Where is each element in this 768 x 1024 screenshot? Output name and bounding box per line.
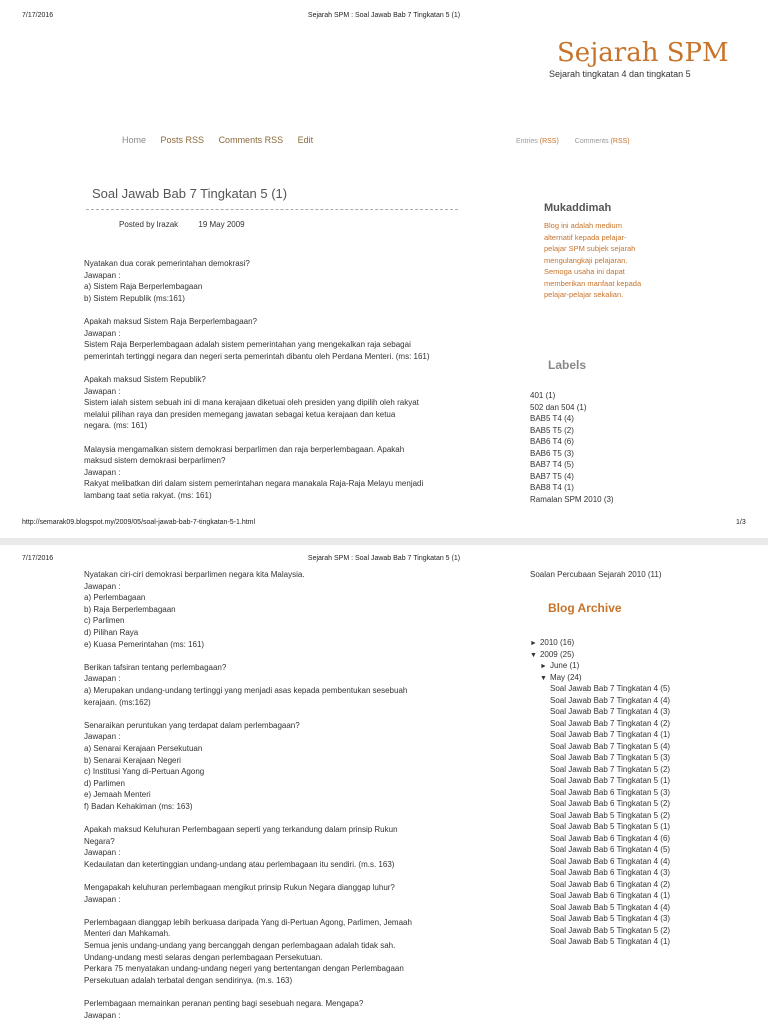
print-title-2: Sejarah SPM : Soal Jawab Bab 7 Tingkatan 5 (1) [307,555,461,562]
post-line: Jawapan : [84,328,121,338]
post-line: Semua jenis undang-undang yang bercanggah dengan perlembagaan adalah tidak sah. [84,941,396,950]
site-subtitle: Sejarah tingkatan 4 dan tingkatan 5 [549,69,691,79]
archive-post-link-label[interactable]: Soal Jawab Bab 7 Tingkatan 5 (1) [550,776,671,785]
post-line [84,432,430,444]
archive-post-link-label[interactable]: Soal Jawab Bab 6 Tingkatan 4 (5) [550,845,671,854]
archive-post-link-label[interactable]: Soal Jawab Bab 7 Tingkatan 4 (4) [550,695,671,705]
archive-post-link-label[interactable]: Soal Jawab Bab 7 Tingkatan 4 (1) [550,730,671,739]
archive-post-link[interactable] [530,903,670,915]
post-line [84,304,430,316]
archive-post-link[interactable] [530,765,670,777]
post-line: Negara? [84,836,115,846]
archive-post-link[interactable] [530,684,670,696]
post-line: Perkara 75 menyatakan undang-undang negeri yang bertentangan dengan Perlembagaan [84,964,404,974]
archive-post-link-label[interactable]: Soal Jawab Bab 7 Tingkatan 5 (2) [550,764,671,774]
post-line: kerajaan. (ms:162) [84,697,151,707]
archive-post-link-label[interactable]: Soal Jawab Bab 5 Tingkatan 4 (1) [550,937,671,946]
post-line: a) Merupakan undang-undang tertinggi yang menjadi asas kepada pembentukan sesebuah [84,685,408,695]
mukaddimah-line: alternatif kepada pelajar- [544,232,627,242]
archive-post-link[interactable] [530,788,670,800]
archive-post-link[interactable] [530,707,670,719]
post-line: a) Perlembagaan [84,593,146,603]
nav-home[interactable]: Home [122,135,147,145]
top-nav [122,135,313,145]
posted-by: Posted by lrazak [119,220,179,229]
post-line [84,362,430,374]
archive-post-link-label[interactable]: Soal Jawab Bab 7 Tingkatan 5 (4) [550,741,671,751]
archive-post-link[interactable] [530,811,670,823]
post-line: Jawapan : [84,848,121,858]
post-line: Malaysia mengamalkan sistem demokrasi berparlimen dan raja berperlembagaan. Apakah [84,444,405,454]
post-line: Jawapan : [84,386,121,396]
post-line: b) Sistem Republik (ms:161) [84,293,185,303]
post-line: lambang taat setia rakyat. (ms: 161) [84,490,212,500]
post-line: Apakah maksud Keluhuran Perlembagaan seperti yang terkandung dalam prinsip Rukun [84,825,398,835]
archive-post-link-label[interactable]: Soal Jawab Bab 6 Tingkatan 4 (3) [550,868,671,877]
post-line [84,870,412,882]
title-divider [86,209,458,210]
post-line [84,812,412,824]
entries-label: Entries [516,138,538,145]
post-line: Berikan tafsiran tentang perlembagaan? [84,662,227,672]
archive-post-link[interactable] [530,845,670,857]
archive-post-link[interactable] [530,696,670,708]
post-line: e) Kuasa Pemerintahan (ms: 161) [84,639,205,649]
archive-post-link[interactable] [530,822,670,834]
label-item[interactable]: BAB8 T4 (1) [530,483,574,492]
archive-post-link-label[interactable]: Soal Jawab Bab 6 Tingkatan 5 (2) [550,799,671,808]
post-line [84,905,412,917]
mukaddimah-line: Semoga usaha ini dapat [544,267,625,276]
archive-post-link[interactable] [530,776,670,788]
post-body-page1 [84,258,430,501]
label-item[interactable]: BAB6 T4 (6) [530,437,574,446]
archive-post-link[interactable] [530,730,670,742]
collapsed-arrow-icon[interactable]: ► [540,663,547,670]
print-url: http://semarak09.blogspot.my/2009/05/soal-jawab-bab-7-tingkatan-5-1.html [22,519,256,526]
post-line: d) Pilihan Raya [84,627,139,637]
mukaddimah-text [544,220,641,301]
post-line: negara. (ms: 161) [84,421,148,431]
post-line: Perlembagaan dianggap lebih berkuasa daripada Yang di-Pertuan Agong, Parlimen, Jemaah [84,917,412,927]
post-line: Persekutuan adalah terbatal dengan sendirinya. (m.s. 163) [84,975,293,985]
post-line: Perlembagaan memainkan peranan penting bagi sesebuah negara. Mengapa? [84,998,364,1008]
expanded-arrow-icon[interactable]: ▼ [540,674,547,682]
archive-month-label[interactable]: May (24) [549,672,582,682]
post-line: f) Badan Kehakiman (ms: 163) [84,801,193,811]
archive-post-link-label[interactable]: Soal Jawab Bab 5 Tingkatan 5 (2) [550,925,671,935]
post-title[interactable]: Soal Jawab Bab 7 Tingkatan 5 (1) [92,186,288,201]
post-line: Jawapan : [84,674,121,684]
archive-post-link-label[interactable]: Soal Jawab Bab 6 Tingkatan 5 (3) [550,787,671,797]
collapsed-arrow-icon[interactable]: ► [530,640,537,647]
post-body-page2 [84,569,412,1021]
label-item[interactable]: BAB7 T5 (4) [530,471,574,481]
site-title[interactable]: Sejarah SPM [557,38,729,68]
archive-post-link-label[interactable]: Soal Jawab Bab 6 Tingkatan 4 (2) [550,879,671,889]
archive-post-link-label[interactable]: Soal Jawab Bab 6 Tingkatan 4 (1) [550,891,671,900]
print-page-number: 1/3 [736,519,746,526]
archive-title: Blog Archive [548,601,622,615]
post-line [84,708,412,720]
mukaddimah-line: mengulangkaji pelajaran. [544,255,628,265]
post-line: Jawapan : [84,581,121,591]
archive-post-link-label[interactable]: Soal Jawab Bab 7 Tingkatan 4 (3) [550,707,671,716]
print-title: Sejarah SPM : Soal Jawab Bab 7 Tingkatan 5 (1) [307,12,461,19]
archive-post-link-label[interactable]: Soal Jawab Bab 7 Tingkatan 5 (3) [550,753,671,762]
post-line: e) Jemaah Menteri [84,790,151,800]
post-line: pemerintah tertinggi negara dan negeri serta pemerintah dibantu oleh Perdana Menteri. (ms: 161) [84,351,430,361]
labels-list [530,391,614,506]
label-item[interactable]: BAB5 T4 (4) [530,414,574,423]
archive-post-link[interactable] [530,753,670,765]
post-line: Undang-undang mesti selaras dengan perlembagaan Persekutuan. [84,952,323,962]
archive-year[interactable] [530,638,670,650]
post-line: d) Parlimen [84,778,125,788]
comments-rss-link[interactable]: (RSS) [610,138,630,145]
archive-post-link[interactable] [530,719,670,731]
post-line: b) Senarai Kerajaan Negeri [84,755,181,765]
post-line: Apakah maksud Sistem Raja Berperlembagaan? [84,316,257,326]
post-line: Nyatakan dua corak pemerintahan demokrasi? [84,259,250,268]
archive-post-link-label[interactable]: Soal Jawab Bab 6 Tingkatan 4 (4) [550,856,671,866]
post-line: c) Parlimen [84,616,125,626]
post-line: Apakah maksud Sistem Republik? [84,374,206,384]
post-line: a) Sistem Raja Berperlembagaan [84,282,203,292]
print-date: 7/17/2016 [22,12,54,19]
archive-post-link[interactable] [530,799,670,811]
mukaddimah-title: Mukaddimah [544,202,612,214]
archive-post-link-label[interactable]: Soal Jawab Bab 7 Tingkatan 4 (2) [550,718,671,728]
archive-post-link-label[interactable]: Soal Jawab Bab 5 Tingkatan 4 (4) [550,902,671,912]
label-item-last[interactable]: Soalan Percubaan Sejarah 2010 (11) [530,570,662,579]
archive-post-link-label[interactable]: Soal Jawab Bab 5 Tingkatan 4 (3) [550,914,671,923]
archive-post-link[interactable] [530,742,670,754]
blog-archive-tree [530,638,670,949]
post-line: Kedaulatan dan ketertinggian undang-undang atau perlembagaan itu sendiri. (m.s. 163) [84,859,395,869]
archive-post-link[interactable] [530,891,670,903]
post-line: Sistem Raja Berperlembagaan adalah sistem pemerintahan yang mengekalkan raja sebagai [84,340,411,350]
post-line: Rakyat melibatkan diri dalam sistem pemerintahan negara manakala Raja-Raja Melayu menjadi [84,479,424,489]
archive-post-link-label[interactable]: Soal Jawab Bab 5 Tingkatan 5 (2) [550,810,671,820]
post-line: melalui pilihan raya dan presiden memegang jawatan sebagai ketua kerajaan dan ketua [84,409,396,419]
labels-title: Labels [548,358,587,372]
archive-month[interactable] [530,661,670,673]
feed-links [516,138,630,145]
entries-rss-link[interactable]: (RSS) [539,138,559,145]
comments-label: Comments [574,138,609,145]
post-line: Senaraikan peruntukan yang terdapat dalam perlembagaan? [84,720,300,730]
post-line: Nyatakan ciri-ciri demokrasi berparlimen negara kita Malaysia. [84,570,305,579]
print-page-2 [0,545,768,1024]
archive-post-link[interactable] [530,926,670,938]
label-item[interactable]: Ramalan SPM 2010 (3) [530,494,614,504]
post-line: a) Senarai Kerajaan Persekutuan [84,743,203,753]
nav-posts-rss[interactable]: Posts RSS [160,135,205,145]
label-item[interactable]: BAB7 T4 (5) [530,460,574,469]
post-line: c) Institusi Yang di-Pertuan Agong [84,767,205,777]
archive-post-link[interactable] [530,857,670,869]
label-item[interactable]: BAB5 T5 (2) [530,425,574,435]
archive-year[interactable] [530,650,670,662]
post-line: Jawapan : [84,894,121,904]
archive-post-link-label[interactable]: Soal Jawab Bab 6 Tingkatan 4 (6) [550,833,671,843]
archive-post-link[interactable] [530,880,670,892]
post-line: b) Raja Berperlembagaan [84,604,176,614]
label-item[interactable]: 401 (1) [530,391,556,400]
archive-post-link[interactable] [530,914,670,926]
post-line [84,986,412,998]
post-line [84,650,412,662]
archive-post-link[interactable] [530,834,670,846]
label-item[interactable]: 502 dan 504 (1) [530,402,587,412]
post-meta [119,220,245,229]
post-line: Menteri dan Mahkamah. [84,929,171,939]
post-line: Mengapakah keluhuran perlembagaan mengikut prinsip Rukun Negara dianggap luhur? [84,883,395,893]
print-date-2: 7/17/2016 [22,555,54,562]
post-line: Jawapan : [84,467,121,477]
archive-month-label[interactable]: June (1) [549,661,580,670]
expanded-arrow-icon[interactable]: ▼ [530,651,537,659]
archive-post-link[interactable] [530,868,670,880]
post-line: Jawapan : [84,732,121,742]
archive-year-label[interactable]: 2009 (25) [539,649,575,659]
post-line: Sistem ialah sistem sebuah ini di mana kerajaan diketuai oleh presiden yang dipilih oleh rakyat [84,398,419,408]
label-item[interactable]: BAB6 T5 (3) [530,448,574,458]
archive-month[interactable] [530,673,670,685]
mukaddimah-line: memberikan manfaat kepada [544,278,642,288]
mukaddimah-line: pelajar-pelajar sekalian. [544,290,624,299]
archive-post-link-label[interactable]: Soal Jawab Bab 7 Tingkatan 4 (5) [550,684,671,693]
post-line: Jawapan : [84,1010,121,1020]
archive-post-link[interactable] [530,937,670,949]
mukaddimah-line: pelajar SPM subjek sejarah [544,244,636,253]
mukaddimah-line: Blog ini adalah medium [544,221,622,230]
post-line: Jawapan : [84,270,121,280]
nav-comments-rss[interactable]: Comments RSS [218,135,284,145]
post-line: maksud sistem demokrasi berparlimen? [84,456,226,466]
nav-edit[interactable]: Edit [297,135,314,145]
archive-year-label[interactable]: 2010 (16) [539,638,575,647]
post-date: 19 May 2009 [198,220,245,229]
archive-post-link-label[interactable]: Soal Jawab Bab 5 Tingkatan 5 (1) [550,822,671,831]
